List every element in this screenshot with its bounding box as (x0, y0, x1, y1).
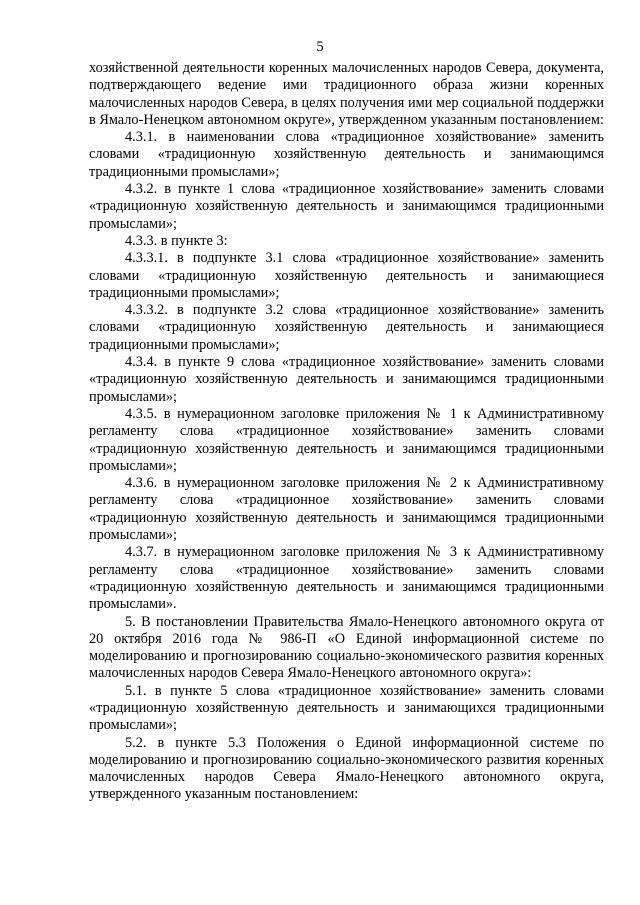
paragraph-4-3-7: 4.3.7. в нумерационном заголовке приложения № 3 к Административному регламенту слова «традиционное хозяйствование» заменить словами «традиционную хозяйственную деятельность и занимающимся традиционными промыслами». (89, 544, 604, 613)
page-number: 5 (316, 39, 324, 55)
paragraph-4-3-2: 4.3.2. в пункте 1 слова «традиционное хозяйствование» заменить словами «традиционную хозяйственную деятельность и занимающимся традиционными промыслами»; (89, 181, 604, 232)
paragraph-5: 5. В постановлении Правительства Ямало-Ненецкого автономного округа от 20 октября 2016 года № 986-П «О Единой информационной системе по моделированию и прогнозированию социально-экономического развития коренных малочисленных народов Севера Ямало-Ненецкого автономного округа»: (89, 613, 604, 682)
paragraph-4-3-5: 4.3.5. в нумерационном заголовке приложения № 1 к Административному регламенту слова «традиционное хозяйствование» заменить словами «традиционную хозяйственную деятельность и занимающимся традиционными промыслами»; (89, 405, 604, 474)
paragraph-4-3-4: 4.3.4. в пункте 9 слова «традиционное хозяйствование» заменить словами «традиционную хозяйственную деятельность и занимающимся традиционными промыслами»; (89, 354, 604, 405)
paragraph-4-3-3-2: 4.3.3.2. в подпункте 3.2 слова «традиционное хозяйствование» заменить словами «традиционную хозяйственную деятельность и занимающиеся традиционными промыслами»; (89, 302, 604, 353)
paragraph-continuation: хозяйственной деятельности коренных малочисленных народов Севера, документа, подтверждающего ведение ими традиционного образа жизни коренных малочисленных народов Севера, в целях получения ими мер социальной поддержки в Ямало-Ненецком автономном округе», утвержденном указанным постановлением: (89, 60, 604, 128)
paragraph-4-3-3: 4.3.3. в пункте 3: (125, 232, 228, 249)
paragraph-5-1: 5.1. в пункте 5 слова «традиционное хозяйствование» заменить словами «традиционную хозяйственную деятельность и занимающихся традиционными промыслами»; (89, 682, 604, 734)
paragraph-4-3-6: 4.3.6. в нумерационном заголовке приложения № 2 к Административному регламенту слова «традиционное хозяйствование» заменить словами «традиционную хозяйственную деятельность и занимающимся традиционными промыслами»; (89, 475, 604, 544)
paragraph-4-3-3-1: 4.3.3.1. в подпункте 3.1 слова «традиционное хозяйствование» заменить словами «традиционную хозяйственную деятельность и занимающиеся традиционными промыслами»; (89, 250, 604, 301)
paragraph-4-3-1: 4.3.1. в наименовании слова «традиционное хозяйствование» заменить словами «традиционную хозяйственную деятельность и занимающимся традиционными промыслами»; (89, 129, 604, 180)
document-body (89, 60, 604, 804)
paragraph-5-2: 5.2. в пункте 5.3 Положения о Единой информационной системе по моделированию и прогнозированию социально-экономического развития коренных малочисленных народов Севера Ямало-Ненецкого автономного округа, утвержденного указанным постановлением: (89, 734, 604, 803)
